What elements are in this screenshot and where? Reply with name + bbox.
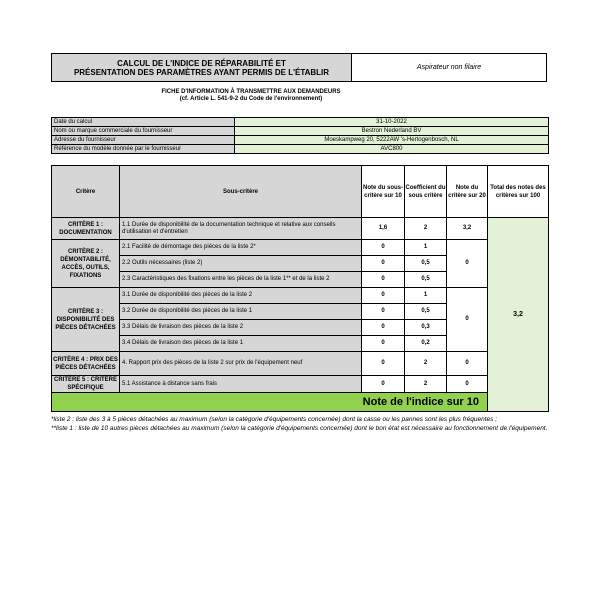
footnote-1: *liste 2 : liste des 3 à 5 pièces détachées au maximum (selon la catégorie d'équipements concernée) dont la casse ou les pannes sont les plus fréquentes ; <box>51 416 498 423</box>
subcriterion-coef: 0,2 <box>405 336 447 352</box>
info-row <box>52 136 549 145</box>
subcriterion-note: 0 <box>362 288 405 304</box>
subcriterion-label: 2.1 Facilité de démontage des pièces de la liste 2* <box>120 240 362 256</box>
subcriterion-note: 0 <box>362 320 405 336</box>
info-row <box>52 118 549 127</box>
subcriterion-label: 2.3 Caractéristiques des fixations entre les pièces de la liste 1** et de la liste 2 <box>120 272 362 288</box>
info-row <box>52 145 549 154</box>
title-line-1: CALCUL DE L'INDICE DE RÉPARABILITÉ ET <box>117 58 286 68</box>
subcriterion-coef: 2 <box>405 218 447 240</box>
subcriterion-coef: 0,5 <box>405 256 447 272</box>
criterion-2-name: CRITÈRE 2 : DÉMONTABILITÉ, ACCÈS, OUTILS, FIXATIONS <box>52 240 120 288</box>
criterion-4-name: CRITÈRE 4 : PRIX DES PIÈCES DÉTACHÉES <box>52 352 120 376</box>
criterion-1-note: 3,2 <box>447 218 488 240</box>
subcriterion-label: 5.1 Assistance à distance sans frais <box>120 376 362 393</box>
info-label: Date du calcul <box>52 118 235 127</box>
criterion-5-note: 0 <box>447 376 488 393</box>
total-score: 3,2 <box>488 218 549 412</box>
criterion-3-name: CRITÈRE 3 : DISPONIBILITÉ DES PIÈCES DÉTACHÉES <box>52 288 120 352</box>
product-type: Aspirateur non filaire <box>416 63 482 71</box>
subcriterion-coef: 2 <box>405 376 447 393</box>
info-label: Nom ou marque commerciale du fournisseur <box>52 127 235 136</box>
subcriterion-note: 0 <box>362 304 405 320</box>
subcriterion-note: 0 <box>362 376 405 393</box>
score-table <box>51 165 549 412</box>
criterion-4-note: 0 <box>447 352 488 376</box>
subcriterion-note: 0 <box>362 272 405 288</box>
info-label: Référence du modèle donnée par le fournisseur <box>52 145 235 154</box>
subcriterion-coef: 0,5 <box>405 304 447 320</box>
info-value: 31-10-2022 <box>235 118 549 127</box>
criterion-2-note: 0 <box>447 240 488 288</box>
header-coefficient: Coefficient du sous critère <box>405 166 447 218</box>
subcriterion-note: 0 <box>362 336 405 352</box>
subcriterion-label: 2.2 Outils nécessaires (liste 2) <box>120 256 362 272</box>
info-label: Adresse du fournisseur <box>52 136 235 145</box>
subtitle <box>51 89 451 103</box>
header-sous-critere: Sous-critère <box>120 166 362 218</box>
subcriterion-label: 4. Rapport prix des pièces de la liste 2 sur prix de l'équipement neuf <box>120 352 362 376</box>
criterion-5-name: CRITÈRE 5 : CRITÈRE SPÉCIFIQUE <box>52 376 120 393</box>
subcriterion-label: 3.3 Délais de livraison des pièces de la liste 2 <box>120 320 362 336</box>
criterion-1-name: CRITÈRE 1 : DOCUMENTATION <box>52 218 120 240</box>
footnote-2: **liste 1 : liste de 10 autres pièces détachées au maximum (selon la catégorie d'équipements concernée) dont le bon état est nécessaire au fonctionnement de l'équipement. <box>51 425 548 432</box>
subcriterion-note: 0 <box>362 240 405 256</box>
subcriterion-label: 3.2 Durée de disponibilité des pièces de la liste 1 <box>120 304 362 320</box>
title-line-2: PRÉSENTATION DES PARAMÈTRES AYANT PERMIS DE L'ÉTABLIR <box>73 67 330 77</box>
subcriterion-coef: 1 <box>405 288 447 304</box>
info-table <box>51 117 549 154</box>
criterion-3-note: 0 <box>447 288 488 352</box>
info-value: Bestron Nederland BV <box>235 127 549 136</box>
subcriterion-note: 0 <box>362 352 405 376</box>
header-critere: Critère <box>52 166 120 218</box>
info-value: Moeskampweg 20, 5222AW 's-Hertogenbosch, NL <box>235 136 549 145</box>
subcriterion-coef: 0,5 <box>405 272 447 288</box>
subcriterion-label: 3.4 Délais de livraison des pièces de la liste 1 <box>120 336 362 352</box>
info-value: AVC800 <box>235 145 549 154</box>
subcriterion-note: 1,6 <box>362 218 405 240</box>
header-total: Total des notes des critères sur 100 <box>488 166 549 218</box>
footnotes <box>51 415 548 433</box>
header-note-critere: Note du critère sur 20 <box>447 166 488 218</box>
subtitle-line-2: (cf. Article L. 541-9-2 du Code de l'environnement) <box>179 96 323 102</box>
subcriterion-label: 3.1 Durée de disponibilité des pièces de la liste 2 <box>120 288 362 304</box>
final-label: Note de l'indice sur 10 <box>52 393 488 412</box>
subtitle-line-1: FICHE D'INFORMATION À TRANSMETTRE AUX DEMANDEURS <box>161 89 341 95</box>
subcriterion-coef: 1 <box>405 240 447 256</box>
product-type-box <box>351 53 547 82</box>
header-note-sous-critere: Note du sous-critère sur 10 <box>362 166 405 218</box>
subcriterion-note: 0 <box>362 256 405 272</box>
subcriterion-label: 1.1 Durée de disponibilité de la documentation technique et relative aux conseils d'utilisation et d'entretien <box>120 218 362 240</box>
subcriterion-coef: 0,3 <box>405 320 447 336</box>
title-box <box>51 53 352 82</box>
subcriterion-coef: 2 <box>405 352 447 376</box>
info-row <box>52 127 549 136</box>
